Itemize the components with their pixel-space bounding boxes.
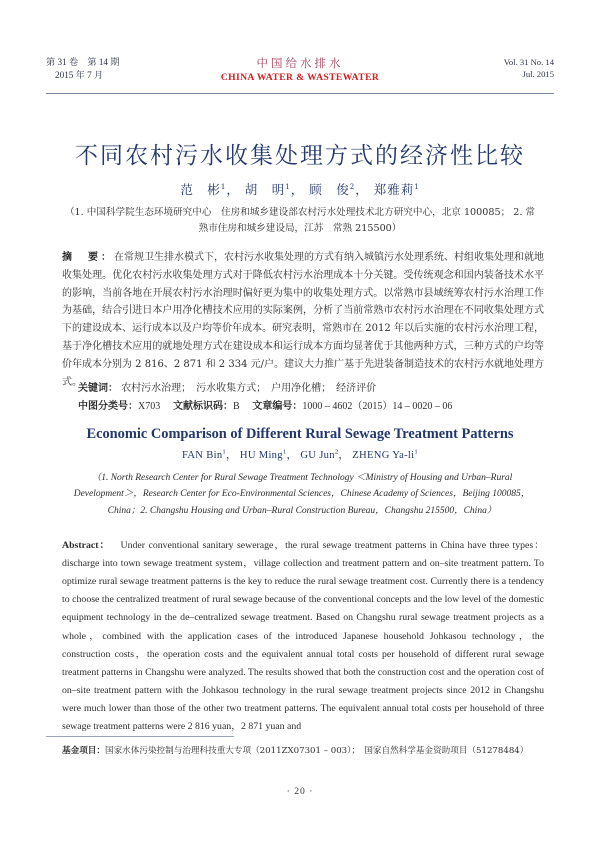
journal-masthead (46, 56, 554, 84)
author-list-en: FAN Bin$^1$， HU Ming$^1$， GU Jun$^2$， ZHENG $Ya-li^1$ (181, 448, 419, 461)
issue-date-cn: 2015 年 7 月 (55, 70, 104, 81)
abstract-cn (62, 249, 544, 391)
document-code-label: 文献标识码： (172, 401, 233, 412)
abstract-label-en: Abstract： (62, 540, 111, 551)
issue-date-en: Jul. 2015 (522, 69, 554, 80)
clc-value: X703 (138, 401, 161, 412)
article-title-cn: 不同农村污水收集处理方式的经济性比较 (75, 143, 525, 169)
abstract-body-en: Under conventional sanitary sewerage，the rural sewage treatment patterns in China have three types：discharge into town sewage treatment system，village collection and treatment pattern and on–site treatment pattern. To optimize rural sewage treatment patterns is the key to reduce the rural sewage treatment cost. Currently there is a tendency to choose the centralized treatment of rural sewage because of the conventional concepts and the low level of the domestic equipment technology in the de–centralized sewage treatment. Based on Changshu rural sewage treatment projects as a whole，combined with the application cases of the introduced Japanese household Johkasou technology，the construction costs，the operation costs and the equivalent annual total costs per household of different rural sewage treatment patterns in Changshu were analyzed. The results showed that both the construction cost and the operation cost of on–site treatment pattern with the Johkasou technology in the rural sewage treatment projects since 2012 in Changshu were much lower than those of the other two treatment patterns. The equivalent annual total costs per household of three sewage treatment patterns were 2 816 yuan，2 871 yuan and (62, 540, 544, 733)
classification-line-cn (78, 398, 544, 416)
footnote-rule (46, 736, 234, 737)
funding-label: 基金项目： (62, 746, 105, 756)
abstract-body-cn: 在常规卫生排水模式下，农村污水收集处理的方式有纳入城镇污水处理系统、村组收集处理和就地收集处理。优化农村污水收集处理方式对于降低农村污水治理成本十分关键。受传统观念和国内装备技术水平的影响，当前各地在开展农村污水治理时偏好更为集中的收集处理方式。以常熟市县域统筹农村污水治理工作为基础，结合引进日本户用净化槽技术应用的实际案例，分析了当前常熟市农村污水治理在不同收集处理方式下的建设成本、运行成本以及户均等价年成本。研究表明，常熟市在 2012 年以后实施的农村污水治理工程，基于净化槽技术应用的就地处理方式在建设成本和运行成本方面均显著优于其他两种方式，三种方式的户均等价年成本分别为 2 816、2 871 和 2 334 元/户。建议大力推广基于先进装备制造技术的农村污水就地处理方式。 (62, 252, 544, 388)
keywords-line-cn (78, 380, 544, 398)
article-number-label: 文章编号： (252, 401, 303, 412)
keywords-value-cn: 农村污水治理； 污水收集方式； 户用净化槽； 经济评价 (121, 383, 377, 394)
clc-label: 中图分类号： (78, 401, 138, 412)
article-title-en: Economic Comparison of Different Rural Sewage Treatment Patterns (86, 426, 514, 442)
journal-name-en: CHINA WATER & WASTEWATER (220, 71, 380, 83)
affiliation-cn: （1. 中国科学院生态环境研究中心 住房和城乡建设部农村污水处理技术北方研究中心，北京 100085； 2. 常熟市住房和城乡建设局，江苏 常熟 215500） (64, 207, 536, 234)
journal-name-cn: 中国给水排水 (256, 56, 344, 70)
volume-issue-cn: 第 31 卷 第 14 期 (46, 57, 120, 67)
running-head-right (504, 56, 554, 81)
author-list-cn: 范 彬$^1$， 胡 明$^1$， 顾 俊$^2$， 郑雅莉$^1$ (180, 182, 420, 197)
funding-text: 国家水体污染控制与治理科技重大专项（2011ZX07301 – 003）； 国家自然科学基金资助项目（51278484） (104, 746, 529, 756)
document-code-value: B (232, 401, 240, 412)
article-number-value: 1000 – 4602（2015）14 – 0020 – 06 (302, 401, 453, 412)
keywords-label-cn: 关键词： (78, 383, 118, 394)
funding-note (62, 745, 550, 759)
volume-issue-en: Vol. 31 No. 14 (503, 57, 554, 67)
abstract-label-cn: 摘 要： (62, 252, 114, 263)
affiliation-en: （1. North Research Center for Rural Sewage Treatment Technology ＜Ministry of Housing and Urban–Rural Development＞，Research Center for Eco-Environmental Sciences，Chinese Academy of Sciences，Beijing 100085，China；2. Changshu Housing and Urban–Rural Construction Bureau，Changshu 215500，China） (73, 473, 531, 516)
header-rule (46, 93, 554, 94)
page-number: · 20 · (286, 786, 314, 797)
abstract-en (62, 537, 544, 736)
running-head (46, 56, 554, 96)
